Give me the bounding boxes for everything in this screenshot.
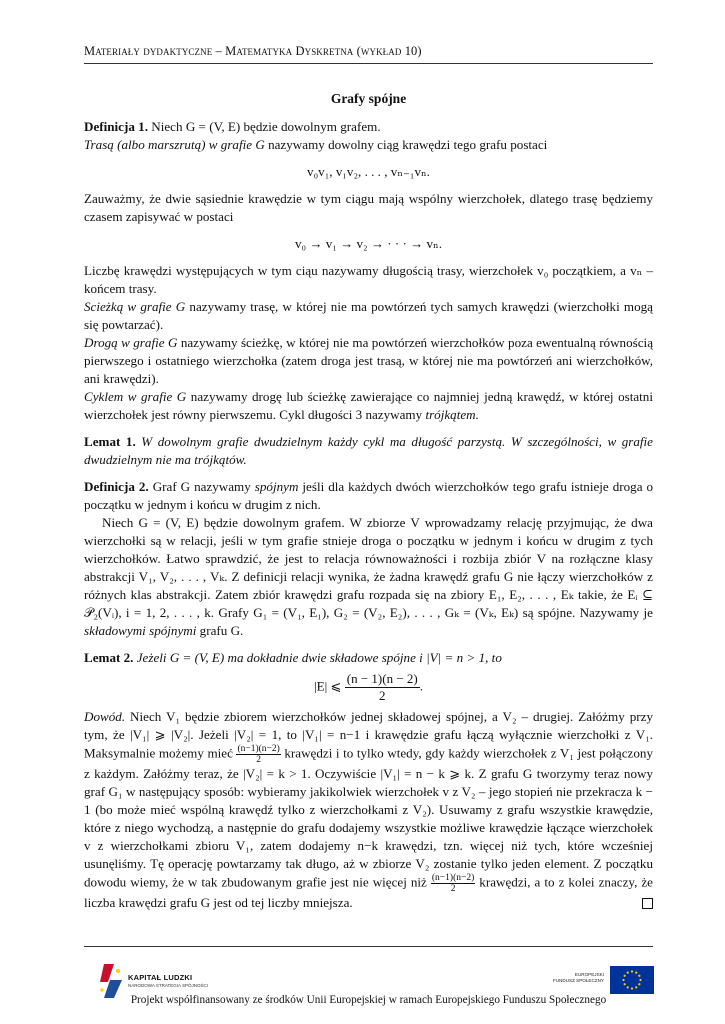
proof-fraction-1: [236, 744, 280, 765]
lemma-1: [84, 433, 653, 469]
formula-edge-sequence: v₀v₁, v₁v₂, . . . , vₙ₋₁vₙ.: [307, 164, 430, 179]
eu-star-icon: [635, 972, 637, 974]
eu-fund-text-2: FUNDUSZ SPOŁECZNY: [552, 977, 604, 983]
eu-fund-text: [546, 972, 604, 983]
cycle-term: Cyklem w grafie G: [84, 389, 187, 404]
document-page: [84, 0, 653, 1024]
header-rule: [84, 63, 653, 64]
proof-fraction-2: [431, 873, 475, 894]
cycle-paragraph: [84, 388, 653, 424]
footer-funding-note: Projekt współfinansowany ze środków Unii Europejskiej w ramach Europejskiego Funduszu Społecznego: [130, 994, 607, 1006]
lemma-2-text: Jeżeli G = (V, E) ma dokładnie dwie składowe spójne i |V| = n > 1, to: [136, 650, 502, 665]
proof-text-1: Niech V₁ będzie zbiorem wierzchołków jednej składowej spójnej, a V₂ – drugiej. Załóżmy przy tym, że |V₁| ⩾ |V₂|. Jeżeli |V₂| = 1, to |V₁| = n−1 i krawędzie grafu łączą wyłącznie wierzchołki z V₁. Maksymalnie możemy mieć: [84, 709, 653, 761]
eu-star-icon: [627, 986, 629, 988]
definition-2: [84, 478, 653, 514]
eu-star-icon: [635, 986, 637, 988]
bound-lhs: |E| ⩽: [313, 678, 342, 694]
proof-fraction-2-den: 2: [450, 884, 456, 894]
spojny-term: spójnym: [254, 479, 299, 494]
eu-star-icon: [639, 979, 641, 981]
components-term: składowymi spójnymi: [84, 623, 197, 638]
trasa-text: nazywamy dowolny ciąg krawędzi tego grafu postaci: [268, 137, 548, 152]
lemma-1-label: Lemat 1.: [84, 434, 136, 449]
eu-fund-logo: [546, 966, 656, 996]
section-title: Grafy spójne: [330, 91, 407, 106]
definition-1-label: Definicja 1.: [84, 119, 148, 134]
formula-edge-bound: [84, 671, 653, 704]
formula-arrow-sequence: v₀ → v₁ → v₂ → · · · → vₙ.: [294, 236, 442, 251]
lemma-2: [84, 649, 653, 667]
lemma-2-label: Lemat 2.: [84, 650, 134, 665]
proof-paragraph: [84, 708, 653, 912]
bound-end: .: [419, 678, 424, 694]
components-paragraph: [84, 514, 653, 640]
remark-paragraph: Zauważmy, że dwie sąsiednie krawędzie w tym ciągu mają wspólny wierzchołek, dlatego trasę będziemy czasem zapisywać w postaci: [84, 191, 653, 224]
bound-denominator: 2: [378, 688, 386, 703]
eu-flag-icon: [610, 966, 654, 994]
eu-star-icon: [624, 983, 626, 985]
cycle-text: nazywamy drogę lub ścieżkę zawierające co najmniej jedną krawędź, w której ostatni wierzchołek jest równy pierwszemu. Cykl długości 3 nazywamy: [84, 389, 653, 422]
road-text: nazywamy ścieżkę, w której nie ma powtórzeń wierzchołków poza ewentualną równością pierwszego i ostatniego wierzchołka (zatem droga jest trasą, w której nie ma powtórzeń ani wierzchołków, ani krawędzi).: [84, 335, 654, 386]
eu-star-icon: [627, 972, 629, 974]
proof-text-2: krawędzi i to tylko wtedy, gdy każdy wierzchołek z V₁ jest połączony z każdym. Załóżmy teraz, że |V₂| = k > 1. Oczywiście |V₁| = n − k ⩾ k. Z grafu G tworzymy teraz nowy graf G₁ w następujący sposób: wybieramy jakikolwiek wierzchołek v z V₂ – jego stopień nie przekracza k − 1 (bo może mieć wspólną krawędź tylko z wierzchołkami z V₂). Usuwamy z grafu wszystkie krawędzie, które z niego wychodzą, a następnie do grafu dodajemy wszystkie możliwe krawędzie łączące wierzchołek v z wierzchołkami zbioru V₁, zatem dodajemy n−k krawędzi, tzn. więcej niż tych, które wcześniej usunęliśmy. Tę operację powtarzamy tak długo, aż w zbiorze V₂ zostanie tylko jeden element. Z początku dowodu wiemy, że w tak zbudowanym grafie jest nie więcej niż: [84, 745, 653, 890]
eu-star-icon: [622, 979, 624, 981]
proof-fraction-1-num: (n−1)(n−2): [237, 744, 280, 754]
qed-square-icon: [642, 898, 653, 909]
proof-text-3: krawędzi, a to z kolei znaczy, że liczba krawędzi grafu G jest od tej liczby mniejsza.: [84, 874, 653, 910]
proof-fraction-2-num: (n−1)(n−2): [431, 873, 475, 883]
road-term: Drogą w grafie G: [84, 335, 178, 350]
eu-fund-text-1: EUROPEJSKI: [574, 972, 604, 977]
bound-numerator: (n − 1)(n − 2): [346, 671, 418, 686]
path-paragraph: [84, 298, 653, 334]
length-paragraph: Liczbę krawędzi występujących w tym ciąu nazywamy długością trasy, wierzchołek v₀ początkiem, a vₙ – końcem trasy.: [84, 263, 653, 296]
bound-fraction: [345, 671, 420, 704]
footer-rule: [84, 946, 653, 947]
path-term: Scieżką w grafie G: [84, 299, 186, 314]
definition-2-text-b: jeśli dla każdych dwóch wierzchołków tego grafu istnieje droga o początku w jednym i końcu w drugim z nich.: [84, 479, 654, 512]
definition-1: [84, 118, 653, 154]
components-end: grafu G.: [199, 623, 244, 638]
kapital-ludzki-subtitle: NARODOWA STRATEGIA SPÓJNOŚCI: [128, 983, 209, 988]
lemma-1-text: W dowolnym grafie dwudzielnym każdy cykl ma długość parzystą. W szczególności, w grafie dwudzielnym nie ma trójkątów.: [84, 434, 653, 467]
path-text: nazywamy trasę, w której nie ma powtórzeń tych samych krawędzi (wierzchołki mogą się powtarzać).: [84, 299, 653, 332]
definition-2-label: Definicja 2.: [84, 479, 149, 494]
road-paragraph: [84, 334, 653, 388]
proof-fraction-1-den: 2: [256, 755, 262, 765]
eu-star-icon: [631, 987, 633, 989]
definition-1-text: Niech G = (V, E) będzie dowolnym grafem.: [151, 119, 381, 134]
components-text: Niech G = (V, E) będzie dowolnym grafem. W zbiorze V wprowadzamy relację przyjmując, że dwa wierzchołki są w relacji, jeśli w tym grafie stnieje droga o początku w jednym i końcu w drugim z tych wierzchołków. Łatwo sprawdzić, że jest to relacja równoważności i rozbija zbiór V na rozłączne klasy abstrakcji V₁, V₂, . . . , Vₖ. Z definicji relacji wynika, że żadna krawędź grafu G nie łączy wierzchołków z różnych klas abstrakcji. Zatem zbiór krawędzi grafu rozpada się na zbiory E₁, E₂, . . . , Eₖ takie, że Eᵢ ⊆ 𝒫₂(Vᵢ), i = 1, 2, . . . , k. Grafy G₁ = (V₁, E₁), G₂ = (V₂, E₂), . . . , Gₖ = (Vₖ, Eₖ) są spójne. Nazywamy je: [84, 515, 653, 620]
eu-star-icon: [638, 983, 640, 985]
triangle-term: trójkątem.: [425, 407, 479, 422]
definition-2-text-a: Graf G nazywamy: [152, 479, 251, 494]
document-body: [84, 118, 653, 912]
trasa-term: Trasą (albo marszrutą) w grafie G: [84, 137, 265, 152]
eu-star-icon: [631, 970, 633, 972]
running-header: Materiały dydaktyczne – Matematyka Dyskretna (wykład 10): [84, 44, 422, 58]
eu-star-icon: [638, 975, 640, 977]
kapital-ludzki-text: KAPITAŁ LUDZKI: [128, 973, 193, 982]
proof-label: Dowód.: [84, 709, 126, 724]
eu-star-icon: [624, 975, 626, 977]
